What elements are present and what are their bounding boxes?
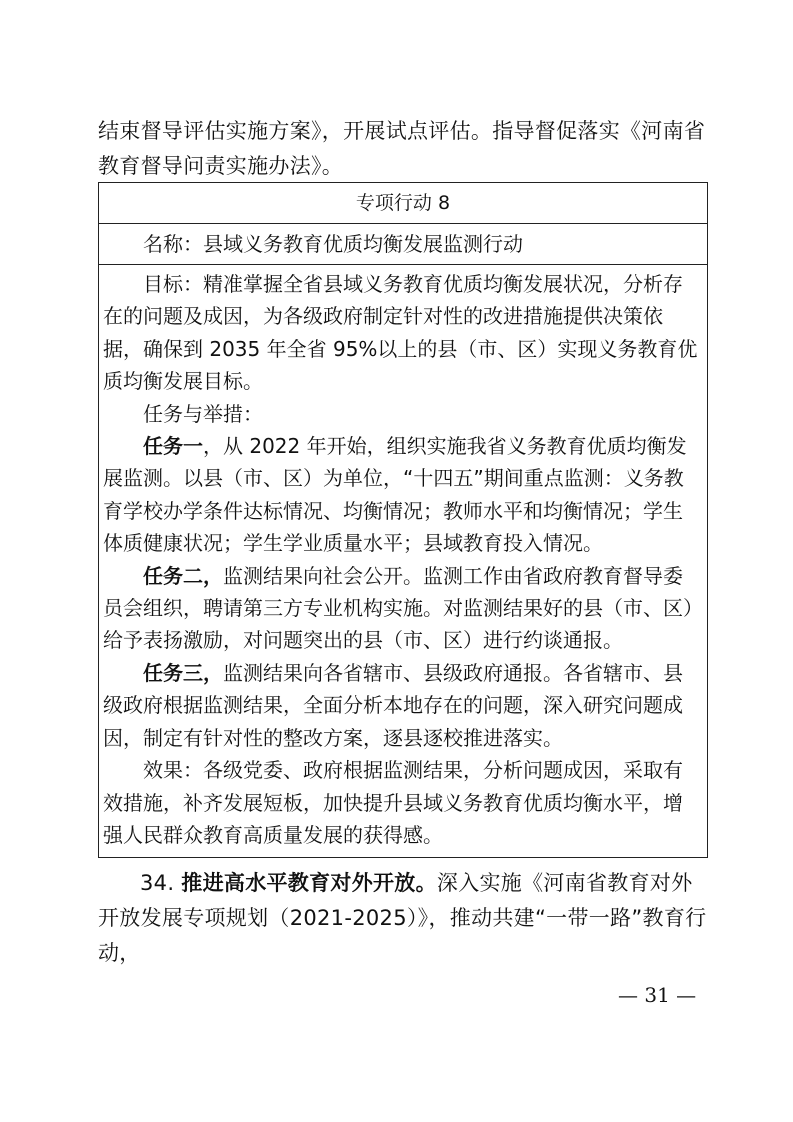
task-three-text: 监测结果向各省辖市、县级政府通报。各省辖市、县级政府根据监测结果，全面分析本地存在的问题，深入研究问题成因，制定有针对性的整改方案，逐县逐校推进落实。	[103, 660, 683, 750]
top-paragraph	[98, 114, 710, 184]
section-heading: 推进高水平教育对外开放。	[181, 871, 437, 895]
box-name: 名称：县域义务教育优质均衡发展监测行动	[99, 224, 707, 265]
effect-paragraph: 效果：各级党委、政府根据监测结果，分析问题成因，采取有效措施，补齐发展短板，加快提升县域义务教育优质均衡水平，增强人民群众教育高质量发展的获得感。	[103, 758, 683, 847]
task-one-text: ，从 2022 年开始，组织实施我省义务教育优质均衡发展监测。以县（市、区）为单位，“十四五”期间重点监测：义务教育学校办学条件达标情况、均衡情况；教师水平和均衡情况；学生体质健康状况；学生学业质量水平；县域教育投入情况。	[103, 434, 687, 556]
tasks-label: 任务与举措：	[143, 401, 263, 426]
task-one-label: 任务一	[143, 434, 203, 459]
goal-paragraph: 目标：精准掌握全省县域义务教育优质均衡发展状况，分析存在的问题及成因，为各级政府制定针对性的改进措施提供决策依据，确保到 2035 年全省 95%以上的县（市、区）实现义务教育优质均衡发展目标。	[103, 272, 698, 394]
bottom-paragraph	[98, 866, 710, 971]
top-paragraph-line: 结束督导评估实施方案》，开展试点评估。指导督促落实《河南省	[98, 119, 706, 143]
task-two-label: 任务二，	[143, 563, 223, 588]
task-two-paragraph	[103, 560, 701, 657]
task-three-paragraph	[103, 657, 701, 754]
page-number: — 31 —	[618, 983, 697, 1007]
top-paragraph-line: 教育督导问责实施办法》。	[98, 154, 344, 178]
section-text: 深入实施《河南省教育对外开放发展专项规划（2021-2025）》，推动共建“一带一路”教育行动，	[98, 871, 707, 965]
box-title: 专项行动 8	[99, 183, 707, 224]
section-number: 34.	[140, 871, 175, 895]
task-two-text: 监测结果向社会公开。监测工作由省政府教育督导委员会组织，聘请第三方专业机构实施。对监测结果好的县（市、区）给予表扬激励，对问题突出的县（市、区）进行约谈通报。	[103, 563, 693, 653]
box-body	[99, 265, 707, 851]
special-action-box	[98, 182, 708, 858]
task-one-paragraph	[103, 430, 701, 560]
task-three-label: 任务三，	[143, 660, 223, 685]
